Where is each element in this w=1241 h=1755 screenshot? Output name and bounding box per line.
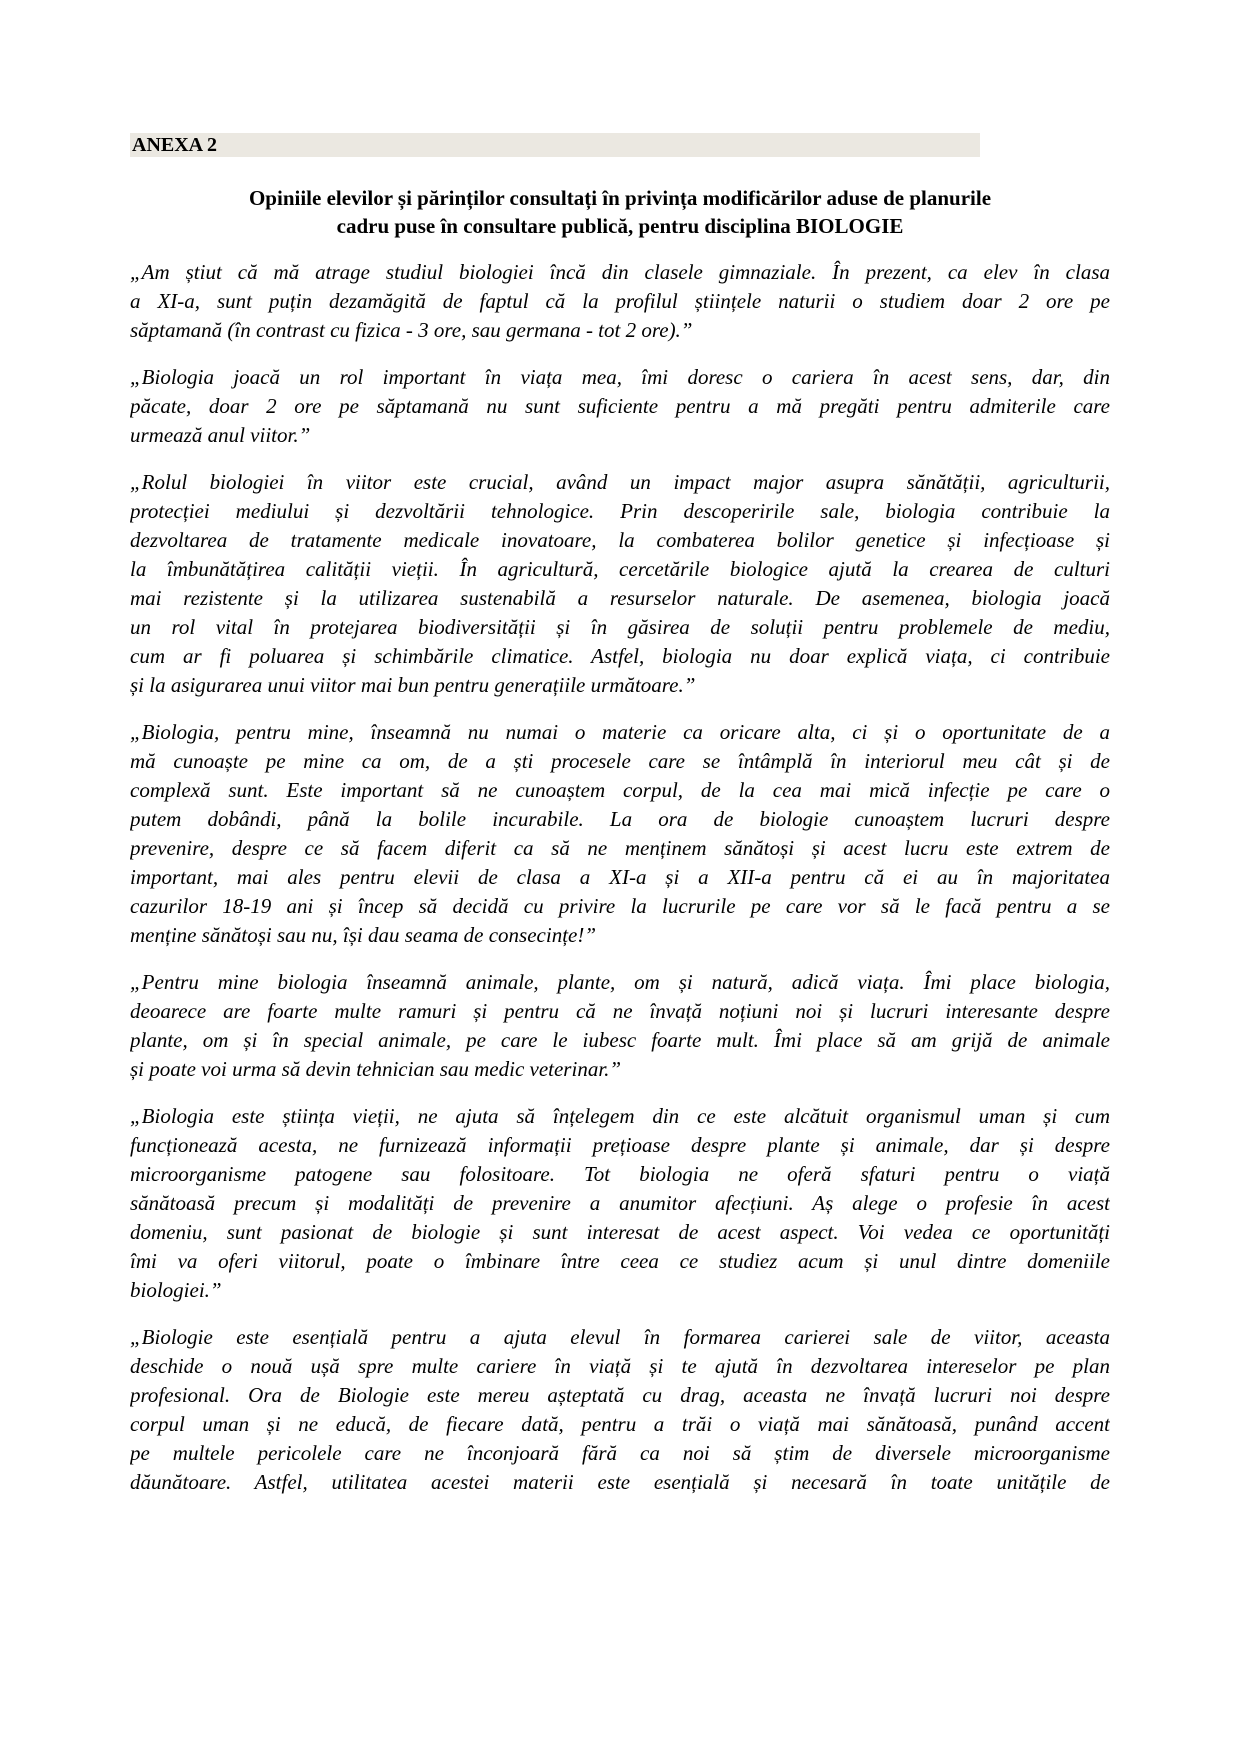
text-line: „Biologia, pentru mine, înseamnă nu numai o materie ca oricare alta, ci și o oportunitate de a (130, 720, 1110, 744)
text-line: pe multele pericolele care ne înconjoară fără ca noi să știm de diversele microorganisme (130, 1441, 1110, 1465)
text-line: a XI-a, sunt puțin dezamăgită de faptul că la profilul științele naturii o studiem doar 2 ore pe (130, 289, 1110, 313)
text-line: și poate voi urma să devin tehnician sau medic veterinar.” (130, 1057, 622, 1081)
document-title (130, 184, 1110, 240)
quote-paragraph (130, 1102, 1110, 1305)
document-body (130, 258, 1110, 1515)
text-line: urmează anul viitor.” (130, 423, 311, 447)
text-line: deoarece are foarte multe ramuri și pentru că ne învață noțiuni noi și lucruri interesante despre (130, 999, 1110, 1023)
text-line: putem dobândi, până la bolile incurabile. La ora de biologie cunoaștem lucruri despre (130, 807, 1110, 831)
quote-paragraph (130, 363, 1110, 450)
text-line: microorganisme patogene sau folositoare. Tot biologia ne oferă sfaturi pentru o viață (130, 1162, 1110, 1186)
text-line: deschide o nouă ușă spre multe cariere în viață și te ajută în dezvoltarea intereselor pe plan (130, 1354, 1110, 1378)
text-line: „Am știut că mă atrage studiul biologiei încă din clasele gimnaziale. În prezent, ca elev în clasa (130, 260, 1110, 284)
text-line: la îmbunătățirea calității vieții. În agricultură, cercetările biologice ajută la crearea de culturi (130, 557, 1110, 581)
text-line: „Biologia este știința vieții, ne ajuta să înțelegem din ce este alcătuit organismul uman și cum (130, 1104, 1110, 1128)
text-line: dăunătoare. Astfel, utilitatea acestei materii este esențială și necesară în toate unitățile de (130, 1470, 1110, 1494)
text-line: profesional. Ora de Biologie este mereu așteptată cu drag, aceasta ne învață lucruri noi despre (130, 1383, 1110, 1407)
text-line: domeniu, sunt pasionat de biologie și sunt interesat de acest aspect. Voi vedea ce oportunități (130, 1220, 1110, 1244)
text-line: plante, om și în special animale, pe care le iubesc foarte mult. Îmi place să am grijă de animale (130, 1028, 1110, 1052)
text-line: îmi va oferi viitorul, poate o îmbinare între ceea ce studiez acum și unul dintre domeniile (130, 1249, 1110, 1273)
text-line: mai rezistente și la utilizarea sustenabilă a resurselor naturale. De asemenea, biologia joacă (130, 586, 1110, 610)
text-line: menține sănătoși sau nu, își dau seama de consecințe!” (130, 923, 597, 947)
quote-paragraph (130, 258, 1110, 345)
title-line: Opiniile elevilor și părinților consultați în privința modificărilor aduse de planurile (248, 186, 992, 210)
text-line: sănătoasă precum și modalități de prevenire a anumitor afecțiuni. Aș alege o profesie în acest (130, 1191, 1110, 1215)
annex-label: ANEXA 2 (130, 133, 980, 157)
text-line: „Pentru mine biologia înseamnă animale, plante, om și natură, adică viața. Îmi place biologia, (130, 970, 1110, 994)
text-line: „Rolul biologiei în viitor este crucial, având un impact major asupra sănătății, agriculturii, (130, 470, 1110, 494)
text-line: un rol vital în protejarea biodiversității și în găsirea de soluții pentru problemele de mediu, (130, 615, 1110, 639)
text-line: important, mai ales pentru elevii de clasa a XI-a și a XII-a pentru că ei au în majoritatea (130, 865, 1110, 889)
text-line: dezvoltarea de tratamente medicale inovatoare, la combaterea bolilor genetice și infecțioase și (130, 528, 1110, 552)
text-line: funcționează acesta, ne furnizează informații prețioase despre plante și animale, dar și despre (130, 1133, 1110, 1157)
text-line: cum ar fi poluarea și schimbările climatice. Astfel, biologia nu doar explică viața, ci contribuie (130, 644, 1110, 668)
text-line: și la asigurarea unui viitor mai bun pentru generațiile următoare.” (130, 673, 696, 697)
quote-paragraph (130, 968, 1110, 1084)
quote-paragraph (130, 718, 1110, 950)
text-line: corpul uman și ne educă, de fiecare dată, pentru a trăi o viață mai sănătoasă, punând accent (130, 1412, 1110, 1436)
text-line: mă cunoaște pe mine ca om, de a ști procesele care se întâmplă în interiorul meu cât și de (130, 749, 1110, 773)
quote-paragraph (130, 1323, 1110, 1497)
text-line: protecției mediului și dezvoltării tehnologice. Prin descoperirile sale, biologia contribuie la (130, 499, 1110, 523)
text-line: cazurilor 18-19 ani și încep să decidă cu privire la lucrurile pe care vor să le facă pentru a se (130, 894, 1110, 918)
text-line: păcate, doar 2 ore pe săptamană nu sunt suficiente pentru a mă pregăti pentru admiterile care (130, 394, 1110, 418)
text-line: „Biologie este esențială pentru a ajuta elevul în formarea carierei sale de viitor, aceasta (130, 1325, 1110, 1349)
title-line: cadru puse în consultare publică, pentru disciplina BIOLOGIE (336, 214, 904, 238)
text-line: biologiei.” (130, 1278, 222, 1302)
quote-paragraph (130, 468, 1110, 700)
text-line: prevenire, despre ce să facem diferit ca să ne menținem sănătoși și acest lucru este extrem de (130, 836, 1110, 860)
text-line: „Biologia joacă un rol important în viața mea, îmi doresc o cariera în acest sens, dar, din (130, 365, 1110, 389)
text-line: săptamană (în contrast cu fizica - 3 ore, sau germana - tot 2 ore).” (130, 318, 693, 342)
text-line: complexă sunt. Este important să ne cunoaștem corpul, de la cea mai mică infecție pe care o (130, 778, 1110, 802)
